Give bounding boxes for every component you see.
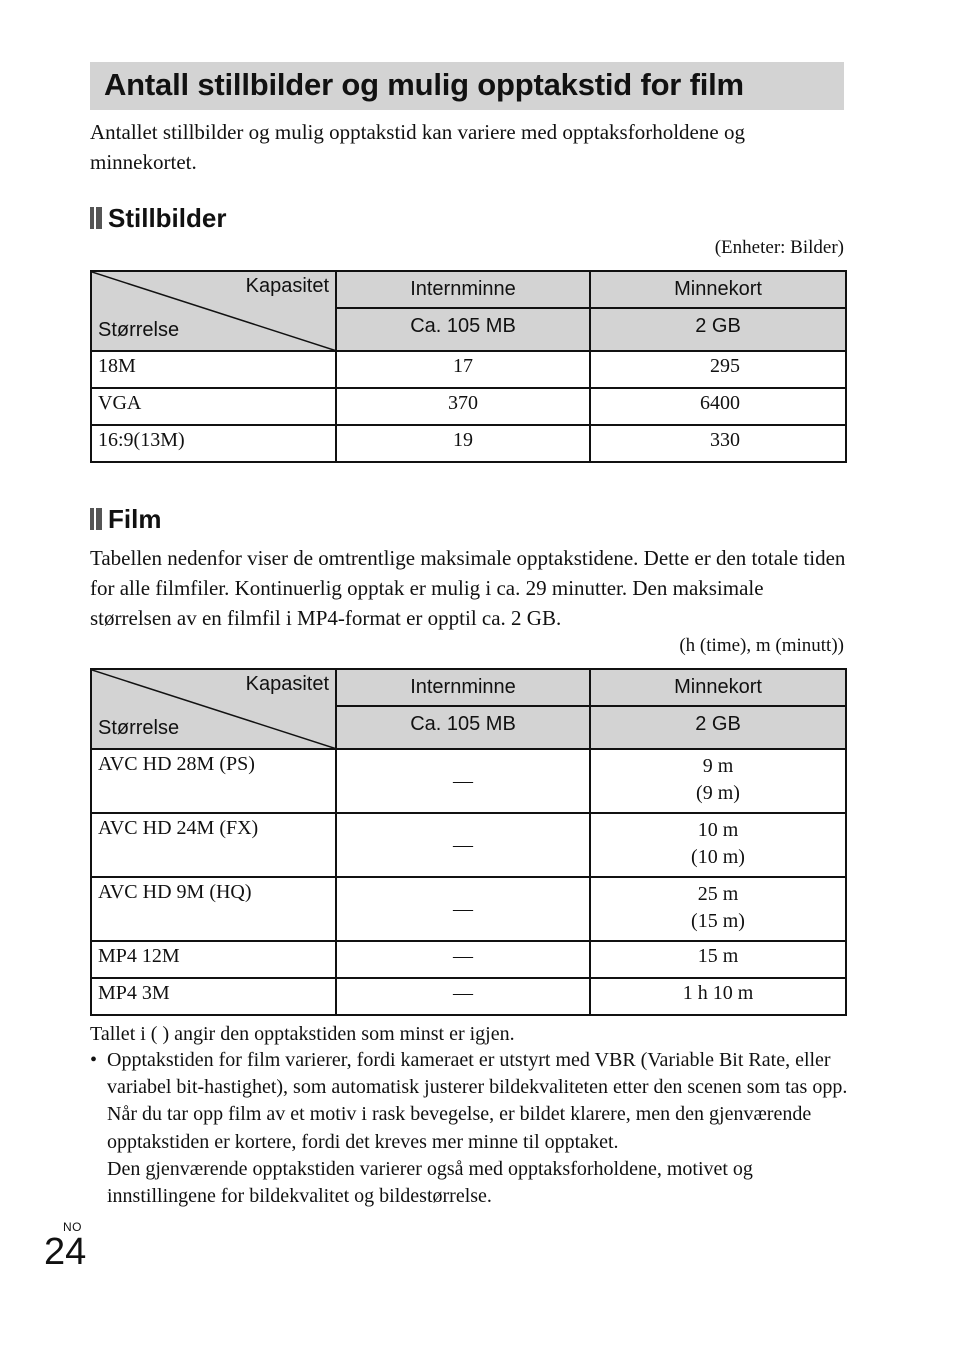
card-cell: [590, 813, 846, 877]
bullet-text: • Opptakstiden for film varierer, fordi kameraet er utstyrt med VBR (Variable Bit Rate, eller variabel bit-hastighet), som automatisk justerer bildekvaliteten etter den scenen som tas opp. Når du tar opp film av et motiv i rask bevegelse, er bildet klarere, men den gjenværende opptakstiden er kortere, fordi det kreves mer minne til opptaket.: [107, 1049, 848, 1153]
section-marker-icon: [90, 508, 102, 530]
stills-heading: [90, 203, 226, 233]
film-internal-capacity: Ca. 105 MB: [336, 706, 590, 749]
stills-corner-header: [91, 271, 336, 351]
page-title: Antall stillbilder og mulig opptakstid for film: [104, 67, 744, 102]
internal-cell: —: [336, 941, 590, 978]
page-title-bar: [90, 62, 844, 110]
table-row: [91, 351, 846, 388]
film-heading-label: Film: [108, 504, 162, 534]
film-description: Tabellen nedenfor viser de omtrentlige maksimale opptakstidene. Dette er den totale tiden for alle filmfiler. Kontinuerlig opptak er mulig i ca. 29 minutter. Den maksimale størrelsen av en filmfil i MP4-format er opptil ca. 2 GB.: [90, 546, 846, 630]
size-cell: MP4 3M: [91, 978, 336, 1015]
card-cell: 295: [590, 351, 846, 388]
section-marker-icon: [90, 207, 102, 229]
bullet-text-continued: Den gjenværende opptakstiden varierer også med opptaksforholdene, motivet og innstillingene for bildekvalitet og bildestørrelse.: [107, 1157, 753, 1208]
stills-col-internal: Internminne: [336, 271, 590, 308]
stills-heading-label: Stillbilder: [108, 203, 227, 233]
table-row: [91, 813, 846, 877]
card-cell: 330: [590, 425, 846, 462]
recording-time: 25 m: [697, 883, 739, 905]
size-cell: VGA: [91, 388, 336, 425]
stills-unit-note: (Enheter: Bilder): [714, 237, 844, 258]
film-col-card: Minnekort: [590, 669, 846, 706]
card-cell: 1 h 10 m: [590, 978, 846, 1015]
capacity-label: Kapasitet: [245, 275, 329, 297]
remaining-time: (10 m): [691, 846, 745, 868]
film-notes-list: [90, 1047, 850, 1210]
internal-cell: —: [336, 749, 590, 813]
card-cell: 6400: [590, 388, 846, 425]
table-row: [91, 941, 846, 978]
internal-cell: —: [336, 813, 590, 877]
page-number: 24: [44, 1231, 87, 1273]
size-label: Størrelse: [98, 717, 180, 739]
stills-card-capacity: 2 GB: [590, 308, 846, 351]
size-cell: AVC HD 9M (HQ): [91, 877, 336, 941]
list-item: [90, 1047, 850, 1210]
stills-col-card: Minnekort: [590, 271, 846, 308]
table-row: [91, 749, 846, 813]
film-heading: [90, 504, 161, 534]
table-row: [91, 877, 846, 941]
table-row: [91, 388, 846, 425]
card-cell: [590, 749, 846, 813]
table-row: [91, 978, 846, 1015]
stills-table: [90, 270, 847, 463]
card-cell: 15 m: [590, 941, 846, 978]
size-cell: 16:9(13M): [91, 425, 336, 462]
size-cell: AVC HD 28M (PS): [91, 749, 336, 813]
film-table: [90, 668, 847, 1016]
size-cell: AVC HD 24M (FX): [91, 813, 336, 877]
internal-cell: —: [336, 877, 590, 941]
language-code: NO: [63, 1220, 82, 1234]
film-footnote: Tallet i ( ) angir den opptakstiden som minst er igjen.: [90, 1023, 515, 1045]
internal-cell: 19: [336, 425, 590, 462]
size-label: Størrelse: [98, 319, 180, 341]
intro-text: Antallet stillbilder og mulig opptakstid kan variere med opptaksforholdene og minnekortet.: [90, 120, 745, 174]
recording-time: 9 m: [702, 755, 734, 777]
stills-internal-capacity: Ca. 105 MB: [336, 308, 590, 351]
remaining-time: (15 m): [691, 910, 745, 932]
internal-cell: 17: [336, 351, 590, 388]
film-card-capacity: 2 GB: [590, 706, 846, 749]
size-cell: MP4 12M: [91, 941, 336, 978]
recording-time: 10 m: [697, 819, 739, 841]
internal-cell: 370: [336, 388, 590, 425]
capacity-label: Kapasitet: [245, 673, 329, 695]
table-row: [91, 425, 846, 462]
film-col-internal: Internminne: [336, 669, 590, 706]
remaining-time: (9 m): [696, 782, 740, 804]
film-corner-header: [91, 669, 336, 749]
film-unit-note: (h (time), m (minutt)): [679, 635, 844, 656]
internal-cell: —: [336, 978, 590, 1015]
card-cell: [590, 877, 846, 941]
size-cell: 18M: [91, 351, 336, 388]
